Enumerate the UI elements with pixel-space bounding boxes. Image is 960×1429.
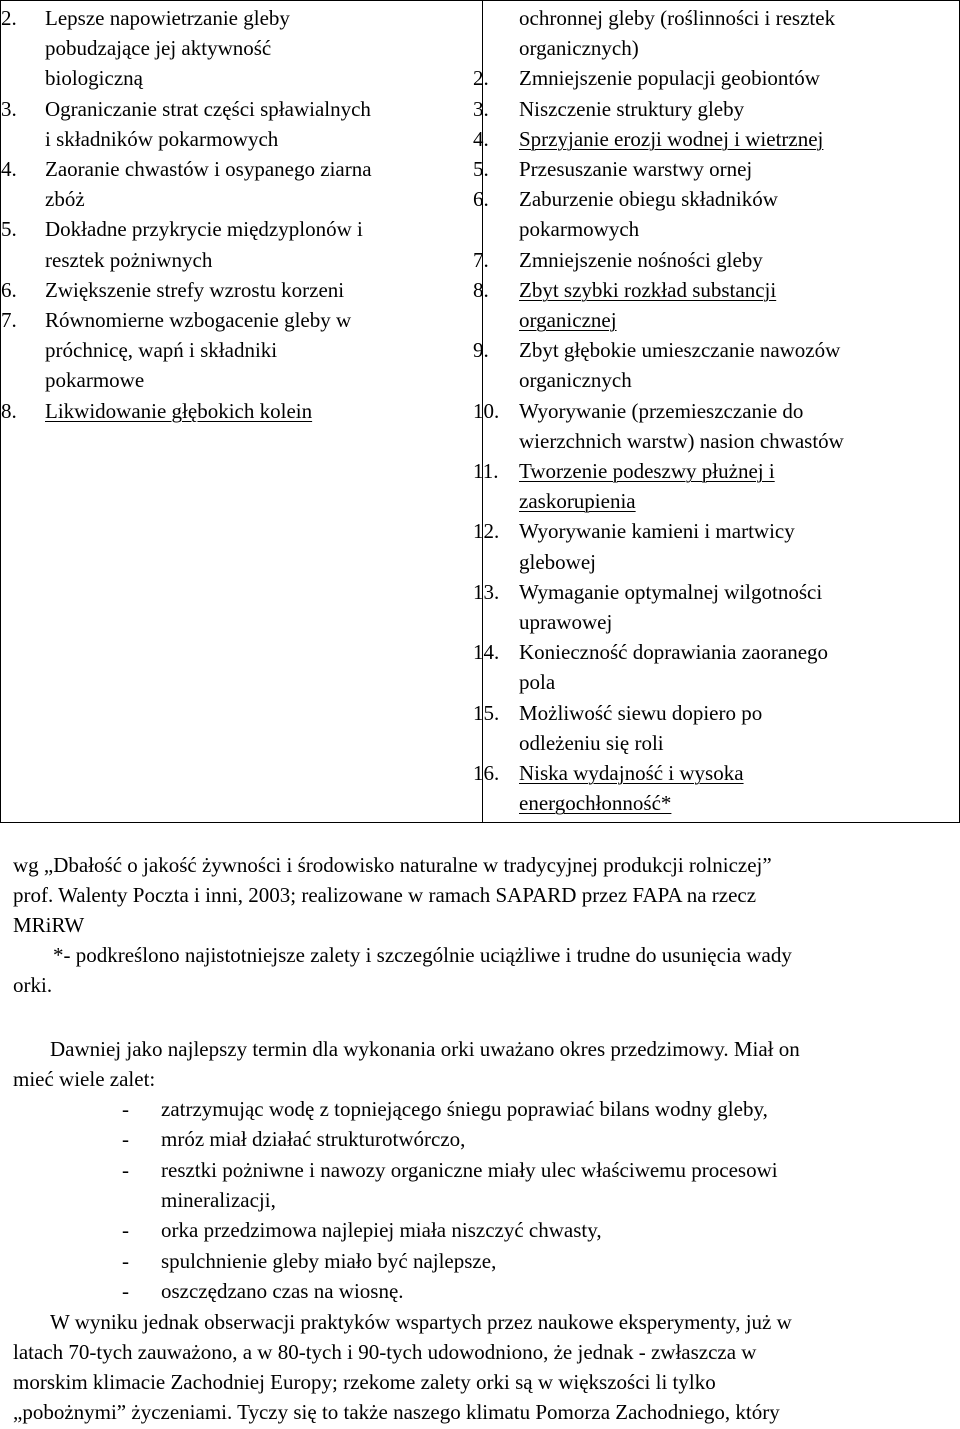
item-number: 14.	[473, 640, 500, 665]
dash-marker: -	[122, 1248, 129, 1273]
item-text: Zmniejszenie nośności gleby	[519, 247, 763, 272]
paragraph-conclusion	[13, 1307, 948, 1427]
list-item	[473, 154, 951, 184]
item-text: próchnicę, wapń i składniki	[45, 338, 278, 363]
item-text: Zmniejszenie populacji geobiontów	[519, 66, 820, 91]
list-item	[473, 245, 951, 275]
item-text: Niska wydajność i wysoka	[519, 761, 744, 786]
item-number: 6.	[1, 277, 17, 302]
item-text: Niszczenie struktury gleby	[519, 96, 745, 121]
list-item	[473, 758, 951, 788]
item-text: zbóż	[45, 187, 85, 212]
item-text: uprawowej	[519, 610, 613, 635]
paragraph-intro	[13, 1034, 948, 1094]
item-number: 8.	[473, 277, 489, 302]
item-text: Tworzenie podeszwy płużnej i	[519, 459, 775, 484]
list-item	[519, 305, 951, 335]
item-number: 9.	[473, 338, 489, 363]
paragraph-line: Dawniej jako najlepszy termin dla wykonania orki uważano okres przedzimowy. Miał on	[50, 1037, 800, 1061]
item-number: 13.	[473, 579, 500, 604]
item-text: Wyorywanie kamieni i martwicy	[519, 519, 795, 544]
dash-marker: -	[122, 1097, 129, 1121]
list-item	[519, 426, 951, 456]
item-text: organicznej	[519, 308, 617, 333]
list-item	[1, 305, 475, 335]
item-text: pokarmowe	[45, 368, 145, 393]
item-text: Zbyt szybki rozkład substancji	[519, 277, 777, 302]
paragraph-line: „pobożnymi” życzeniami. Tyczy się to także naszego klimatu Pomorza Zachodniego, który	[13, 1400, 780, 1424]
list-item	[45, 365, 475, 395]
item-text: Możliwość siewu dopiero po	[519, 700, 763, 725]
list-item	[45, 33, 475, 63]
list-item	[1, 396, 475, 426]
item-text: zaskorupienia	[519, 489, 636, 514]
list-item	[473, 94, 951, 124]
item-text: Zaburzenie obiegu składników	[519, 187, 778, 212]
dash-marker: -	[122, 1218, 129, 1243]
paragraph-line: morskim klimacie Zachodniej Europy; rzekome zalety orki są w większości li tylko	[13, 1370, 716, 1394]
item-text: pobudzające jej aktywność	[45, 36, 272, 61]
bullet-text: resztki pożniwne i nawozy organiczne miały ulec właściwemu procesowi	[161, 1157, 778, 1182]
footnote-line: *- podkreślono najistotniejsze zalety i szczególnie uciążliwe i trudne do usunięcia wady	[53, 943, 792, 967]
list-item	[473, 396, 951, 426]
caption-line: wg „Dbałość o jakość żywności i środowisko naturalne w tradycyjnej produkcji rolniczej”	[13, 853, 772, 877]
list-item	[473, 577, 951, 607]
item-number: 7.	[1, 308, 17, 333]
item-text: Zaoranie chwastów i osypanego ziarna	[45, 157, 372, 182]
list-item	[473, 63, 951, 93]
item-text: pola	[519, 670, 556, 695]
list-item	[473, 124, 951, 154]
dash-marker: -	[122, 1278, 129, 1303]
item-text: Lepsze napowietrzanie gleby	[45, 6, 290, 30]
item-text: Konieczność doprawiania zaoranego	[519, 640, 829, 665]
item-text: Przesuszanie warstwy ornej	[519, 157, 753, 182]
item-number: 12.	[473, 519, 500, 544]
list-item	[519, 667, 951, 697]
dash-marker: -	[122, 1127, 129, 1152]
list-item	[473, 456, 951, 486]
list-item	[473, 184, 951, 214]
bullet-text: spulchnienie gleby miało być najlepsze,	[161, 1248, 497, 1273]
bullet-text: orka przedzimowa najlepiej miała niszczyć chwasty,	[161, 1218, 602, 1243]
item-text: Zbyt głębokie umieszczanie nawozów	[519, 338, 841, 363]
list-item	[1, 214, 475, 244]
continuation-line: ochronnej gleby (roślinności i resztek	[519, 6, 836, 30]
item-number: 8.	[1, 398, 17, 423]
list-item	[45, 184, 475, 214]
disadvantages-list	[473, 3, 951, 818]
item-number: 11.	[473, 459, 499, 484]
item-text: wierzchnich warstw) nasion chwastów	[519, 428, 844, 453]
caption-line: orki.	[13, 973, 53, 997]
item-number: 2.	[1, 6, 17, 30]
item-text: pokarmowych	[519, 217, 640, 242]
item-number: 6.	[473, 187, 489, 212]
list-item	[1, 94, 475, 124]
item-text: Zwiększenie strefy wzrostu korzeni	[45, 277, 345, 302]
list-item	[519, 214, 951, 244]
bullet-text: zatrzymując wodę z topniejącego śniegu poprawiać bilans wodny gleby,	[161, 1097, 768, 1121]
caption-line: prof. Walenty Poczta i inni, 2003; realizowane w ramach SAPARD przez FAPA na rzecz	[13, 883, 757, 907]
item-number: 7.	[473, 247, 489, 272]
item-text: biologiczną	[45, 66, 143, 91]
paragraph-line: mieć wiele zalet:	[13, 1067, 156, 1091]
item-number: 3.	[1, 96, 17, 121]
list-item	[1, 275, 475, 305]
item-text: Wymaganie optymalnej wilgotności	[519, 579, 823, 604]
list-item	[519, 788, 951, 818]
list-item	[519, 728, 951, 758]
advantages-list	[1, 3, 475, 426]
bullet-text: mineralizacji,	[161, 1187, 276, 1212]
bullet-text: oszczędzano czas na wiosnę.	[161, 1278, 404, 1303]
list-item	[519, 365, 951, 395]
list-item	[45, 124, 475, 154]
caption-line: MRiRW	[13, 913, 85, 937]
list-item	[45, 63, 475, 93]
item-number: 4.	[473, 126, 489, 151]
item-text: Ograniczanie strat części spławialnych	[45, 96, 371, 121]
item-number: 5.	[1, 217, 17, 242]
item-text: resztek pożniwnych	[45, 247, 213, 272]
item-number: 5.	[473, 157, 489, 182]
item-number: 15.	[473, 700, 500, 725]
item-text: Likwidowanie głębokich kolein	[45, 398, 313, 423]
source-caption	[13, 850, 948, 1000]
list-item	[519, 607, 951, 637]
paragraph-line: W wyniku jednak obserwacji praktyków wspartych przez naukowe eksperymenty, już w	[50, 1310, 792, 1334]
item-text: energochłonność*	[519, 791, 672, 816]
continuation-line: organicznych)	[519, 36, 639, 61]
item-number: 2.	[473, 66, 489, 91]
list-item	[519, 547, 951, 577]
list-item	[473, 637, 951, 667]
list-item	[519, 486, 951, 516]
list-item	[1, 3, 475, 33]
item-number: 10.	[473, 398, 500, 423]
list-item	[45, 245, 475, 275]
item-text: i składników pokarmowych	[45, 126, 279, 151]
list-item	[1, 154, 475, 184]
item-text: odleżeniu się roli	[519, 730, 664, 755]
bullet-text: mróz miał działać strukturotwórczo,	[161, 1127, 466, 1152]
paragraph-line: latach 70-tych zauważono, a w 80-tych i 90-tych udowodniono, że jednak - zwłaszcza w	[13, 1340, 757, 1364]
dash-marker: -	[122, 1157, 129, 1182]
item-text: Sprzyjanie erozji wodnej i wietrznej	[519, 126, 824, 151]
item-number: 16.	[473, 761, 500, 786]
item-text: organicznych	[519, 368, 632, 393]
list-item	[473, 335, 951, 365]
list-item	[473, 275, 951, 305]
item-text: glebowej	[519, 549, 596, 574]
item-text: Równomierne wzbogacenie gleby w	[45, 308, 352, 333]
list-item	[45, 335, 475, 365]
item-number: 4.	[1, 157, 17, 182]
item-text: Dokładne przykrycie międzyplonów i	[45, 217, 363, 242]
item-number: 3.	[473, 96, 489, 121]
list-item	[473, 516, 951, 546]
item-text: Wyorywanie (przemieszczanie do	[519, 398, 804, 423]
list-item	[473, 698, 951, 728]
